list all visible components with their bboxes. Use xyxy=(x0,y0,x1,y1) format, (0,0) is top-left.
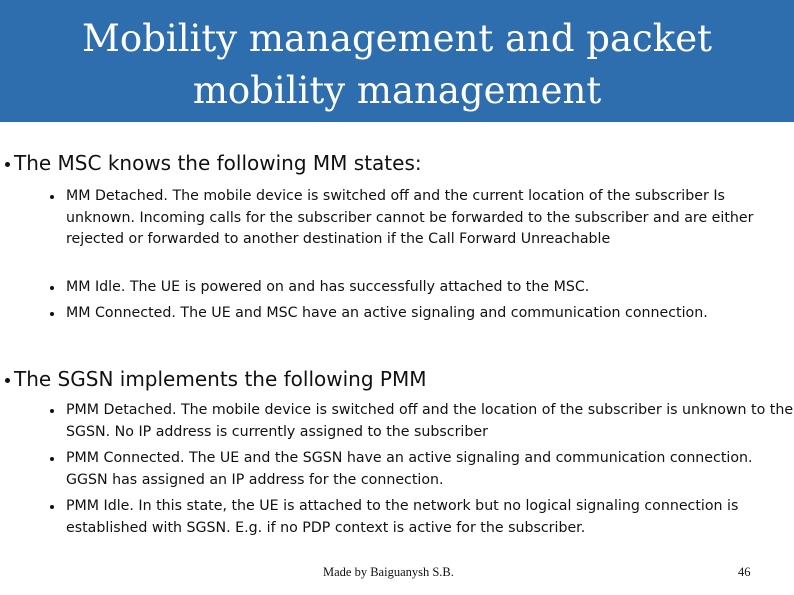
list-item-mm-idle xyxy=(44,277,794,299)
list-item-text: PMM Detached. The mobile device is switched off and the location of the subscriber is unknown to the SGSN. No IP address is currently assigned to the subscriber xyxy=(66,402,794,440)
list-item-text: MM Idle. The UE is powered on and has successfully attached to the MSC. xyxy=(66,279,590,295)
bullet-icon xyxy=(50,312,54,316)
slide-title-line-1: Mobility management and packet xyxy=(82,17,712,60)
list-item-pmm-idle xyxy=(44,496,794,539)
bullet-icon xyxy=(50,409,54,413)
list-item-text: PMM Idle. In this state, the UE is attached to the network but no logical signaling connection is established with SGSN. E.g. if no PDP context is active for the subscriber. xyxy=(66,498,739,536)
section-heading-msc xyxy=(5,150,785,176)
bullet-icon xyxy=(50,286,54,290)
section-heading-text: The MSC knows the following MM states: xyxy=(14,151,422,175)
section-heading-text: The SGSN implements the following PMM xyxy=(14,367,427,391)
bullet-icon xyxy=(50,195,54,199)
list-item-pmm-detached xyxy=(44,400,794,443)
bullet-icon xyxy=(50,505,54,509)
section-heading-sgsn xyxy=(5,366,785,392)
title-bar xyxy=(0,0,794,122)
footer-author: Made by Baiguanysh S.B. xyxy=(323,565,454,579)
list-item-text: MM Connected. The UE and MSC have an active signaling and communication connection. xyxy=(66,305,708,321)
bullet-icon xyxy=(50,457,54,461)
list-item-mm-detached xyxy=(44,186,794,251)
list-item-text: PMM Connected. The UE and the SGSN have an active signaling and communication connection. GGSN has assigned an IP address for the connection. xyxy=(66,450,753,488)
list-item-pmm-connected xyxy=(44,448,794,491)
slide-title-line-2: mobility management xyxy=(192,69,602,112)
list-item-text: MM Detached. The mobile device is switched off and the current location of the subscriber Is unknown. Incoming calls for the subscriber cannot be forwarded to the subscriber and are either rejected or forwarded to another destination if the Call Forward Unreachable xyxy=(66,188,754,247)
bullet-icon xyxy=(5,162,10,167)
bullet-icon xyxy=(5,378,10,383)
list-item-mm-connected xyxy=(44,303,794,325)
slide-title xyxy=(0,13,794,117)
page-number: 46 xyxy=(738,565,751,579)
